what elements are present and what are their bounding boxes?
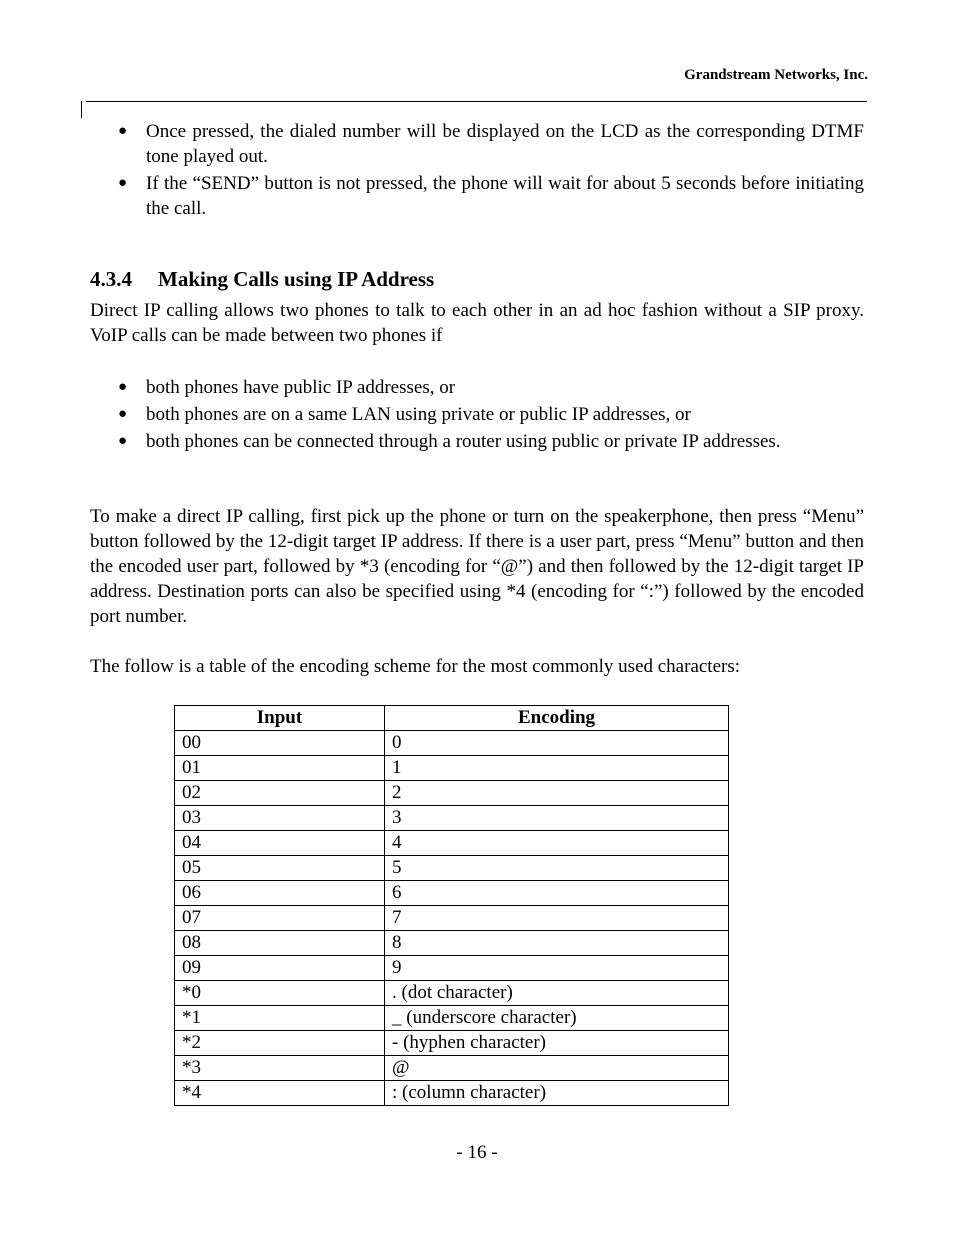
list-item — [90, 119, 864, 169]
paragraph-table-intro: The follow is a table of the encoding scheme for the most commonly used characters: — [90, 656, 741, 677]
condition-bullet-list — [90, 375, 864, 456]
table-row — [175, 906, 729, 931]
table-row — [175, 1081, 729, 1106]
page-number: - 16 - — [456, 1142, 498, 1163]
table-row — [175, 1006, 729, 1031]
encoding-table — [174, 705, 729, 1106]
input-cell: *4 — [175, 1081, 385, 1106]
table-row — [175, 881, 729, 906]
input-cell: *3 — [175, 1056, 385, 1081]
encoding-cell: 9 — [385, 956, 729, 981]
bullet-icon: ● — [118, 379, 128, 395]
list-item — [90, 402, 864, 427]
encoding-cell: 3 — [385, 806, 729, 831]
section-title: Making Calls using IP Address — [158, 267, 435, 291]
encoding-cell: 5 — [385, 856, 729, 881]
table-row — [175, 1056, 729, 1081]
input-cell: 05 — [175, 856, 385, 881]
input-cell: 01 — [175, 756, 385, 781]
table-row — [175, 956, 729, 981]
input-cell: *2 — [175, 1031, 385, 1056]
input-cell: *0 — [175, 981, 385, 1006]
bullet-icon: ● — [118, 175, 128, 191]
column-header-input: Input — [175, 706, 385, 731]
input-cell: 02 — [175, 781, 385, 806]
page-header-company: Grandstream Networks, Inc. — [684, 67, 868, 83]
encoding-cell: . (dot character) — [385, 981, 729, 1006]
input-cell: 00 — [175, 731, 385, 756]
bullet-icon: ● — [118, 433, 128, 449]
table-row — [175, 856, 729, 881]
list-item — [90, 375, 864, 400]
encoding-cell: : (column character) — [385, 1081, 729, 1106]
input-cell: *1 — [175, 1006, 385, 1031]
encoding-cell: _ (underscore character) — [385, 1006, 729, 1031]
bullet-icon: ● — [118, 123, 128, 139]
bullet-text: both phones can be connected through a router using public or private IP addresses. — [146, 431, 781, 452]
table-row — [175, 731, 729, 756]
bullet-text: both phones are on a same LAN using private or public IP addresses, or — [146, 404, 691, 425]
encoding-cell: 1 — [385, 756, 729, 781]
table-row — [175, 781, 729, 806]
input-cell: 08 — [175, 931, 385, 956]
input-cell: 07 — [175, 906, 385, 931]
table-row — [175, 831, 729, 856]
input-cell: 06 — [175, 881, 385, 906]
encoding-cell: 6 — [385, 881, 729, 906]
margin-mark — [81, 101, 82, 118]
input-cell: 03 — [175, 806, 385, 831]
table-row — [175, 756, 729, 781]
bullet-text: If the “SEND” button is not pressed, the phone will wait for about 5 seconds before initiating the call. — [146, 173, 864, 219]
section-number: 4.3.4 — [90, 267, 132, 291]
encoding-cell: 8 — [385, 931, 729, 956]
encoding-cell: 7 — [385, 906, 729, 931]
encoding-cell: @ — [385, 1056, 729, 1081]
bullet-icon: ● — [118, 406, 128, 422]
bullet-text: both phones have public IP addresses, or — [146, 377, 456, 398]
encoding-cell: 2 — [385, 781, 729, 806]
column-header-encoding: Encoding — [385, 706, 729, 731]
encoding-cell: 4 — [385, 831, 729, 856]
list-item — [90, 429, 864, 454]
section-heading — [90, 265, 434, 293]
table-row — [175, 806, 729, 831]
header-divider — [86, 101, 867, 102]
bullet-text: Once pressed, the dialed number will be displayed on the LCD as the corresponding DTMF tone played out. — [146, 121, 864, 167]
paragraph-direct-ip: Direct IP calling allows two phones to talk to each other in an ad hoc fashion without a SIP proxy. VoIP calls can be made between two phones if — [90, 300, 864, 346]
encoding-cell: - (hyphen character) — [385, 1031, 729, 1056]
encoding-cell: 0 — [385, 731, 729, 756]
table-row — [175, 1031, 729, 1056]
intro-bullet-list — [90, 119, 864, 223]
table-row — [175, 931, 729, 956]
table-row — [175, 981, 729, 1006]
list-item — [90, 171, 864, 221]
input-cell: 04 — [175, 831, 385, 856]
paragraph-instructions: To make a direct IP calling, first pick up the phone or turn on the speakerphone, then press “Menu” button followed by the 12-digit target IP address. If there is a user part, press “Menu” button and then the encoded user part, followed by *3 (encoding for “@”) and then followed by the 12-digit target IP address. Destination ports can also be specified using *4 (encoding for “:”) followed by the encoded port number. — [90, 506, 864, 627]
table-header-row — [175, 706, 729, 731]
input-cell: 09 — [175, 956, 385, 981]
